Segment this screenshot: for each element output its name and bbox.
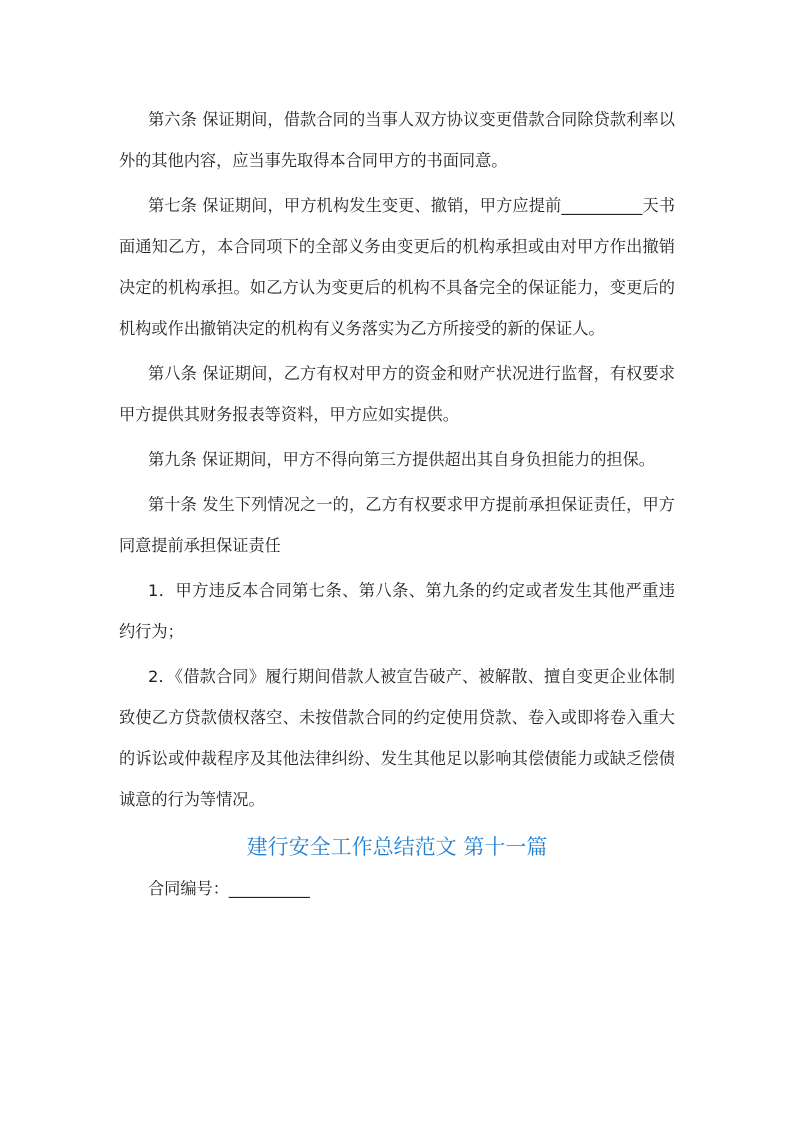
article-8-paragraph: 第八条 保证期间，乙方有权对甲方的资金和财产状况进行监督，有权要求甲方提供其财务报表等资料，甲方应如实提供。 [119,364,675,424]
article-10-paragraph: 第十条 发生下列情况之一的，乙方有权要求甲方提前承担保证责任，甲方同意提前承担保证责任 [119,495,675,555]
article-7-paragraph: 第七条 保证期间，甲方机构发生变更、撤销，甲方应提前__________天书面通知乙方，本合同项下的全部义务由变更后的机构承担或由对甲方作出撤销决定的机构承担。如乙方认为变更后的机构不具备完全的保证能力，变更后的机构或作出撤销决定的机构有义务落实为乙方所接受的新的保证人。 [119,196,675,338]
article-9-paragraph: 第九条 保证期间，甲方不得向第三方提供超出其自身负担能力的担保。 [148,450,655,469]
section-heading: 建行安全工作总结范文 第十一篇 [246,835,548,859]
clause-1-paragraph: 1．甲方违反本合同第七条、第八条、第九条的约定或者发生其他严重违约行为； [119,581,675,641]
clause-2-paragraph: 2．《借款合同》履行期间借款人被宣告破产、被解散、擅自变更企业体制致使乙方贷款债权落空、未按借款合同的约定使用贷款、卷入或即将卷入重大的诉讼或仲裁程序及其他法律纠纷、发生其他足以影响其偿债能力或缺乏偿债诚意的行为等情况。 [119,667,675,809]
contract-number-line: 合同编号：__________ [148,879,310,898]
article-6-paragraph: 第六条 保证期间，借款合同的当事人双方协议变更借款合同除贷款利率以外的其他内容，应当事先取得本合同甲方的书面同意。 [119,110,675,170]
document-body [119,99,675,909]
